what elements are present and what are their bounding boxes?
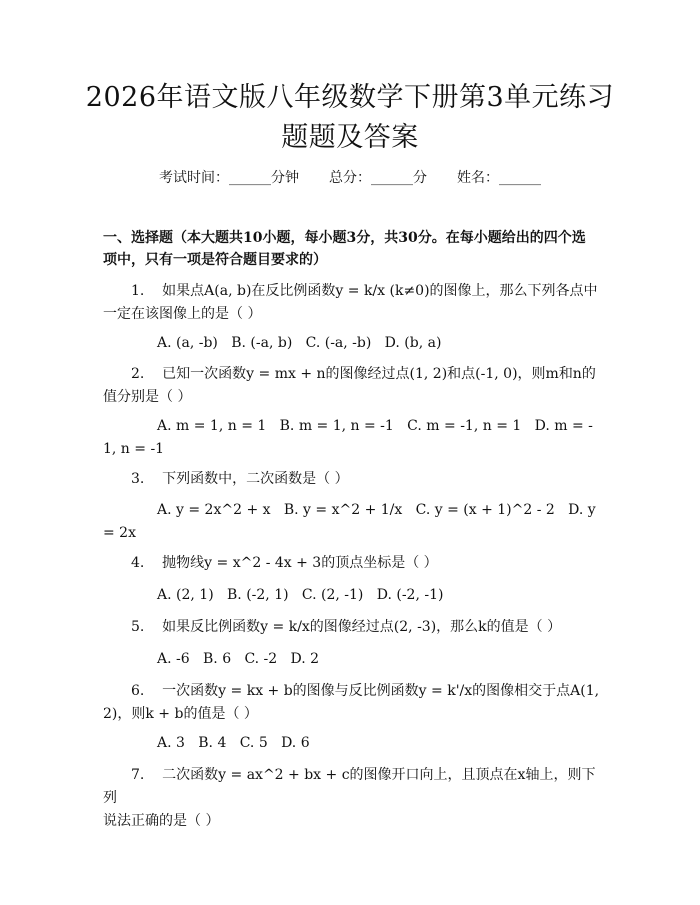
options-text: A. 3 B. 4 C. 5 D. 6 (157, 735, 310, 751)
options-text-cont: 1, n = -1 (103, 441, 165, 457)
question-text: 如果反比例函数y = k/x的图像经过点(2, -3)，那么k的值是（ ） (162, 619, 562, 635)
question-number: 6. (131, 683, 145, 699)
question-text: 一次函数y = kx + b的图像与反比例函数y = k'/x的图像相交于点A(1, (162, 683, 600, 699)
title-line-1: 2026年语文版八年级数学下册第3单元练习 (85, 82, 615, 113)
question-5 (103, 616, 603, 639)
question-number: 4. (131, 555, 145, 571)
question-7 (103, 764, 603, 833)
question-number: 2. (131, 366, 145, 382)
question-text-cont: 一定在该图像上的是（ ） (103, 306, 262, 322)
options-text: A. (2, 1) B. (-2, 1) C. (2, -1) D. (-2, -1) (157, 587, 444, 603)
question-1-options (103, 332, 603, 355)
question-2 (103, 363, 603, 409)
question-4-options (103, 584, 603, 607)
exam-meta (0, 168, 700, 188)
question-number: 7. (131, 767, 145, 783)
question-6 (103, 680, 603, 726)
section-heading-line-2: 项中，只有一项是符合题目要求的） (103, 252, 327, 268)
question-4 (103, 552, 603, 575)
question-text-cont: 值分别是（ ） (103, 389, 192, 405)
options-text: A. -6 B. 6 C. -2 D. 2 (157, 651, 320, 667)
name-field: 姓名：______ (457, 170, 541, 186)
question-3 (103, 468, 603, 491)
question-text-cont: 说法正确的是（ ） (103, 813, 220, 829)
question-number: 3. (131, 471, 145, 487)
question-text: 二次函数y = ax^2 + bx + c的图像开口向上，且顶点在x轴上，则下列 (103, 767, 596, 806)
question-2-options (103, 415, 603, 461)
time-field: 考试时间：______分钟 (159, 170, 299, 186)
section-heading-line-1: 一、选择题（本大题共10小题，每小题3分，共30分。在每小题给出的四个选 (103, 230, 586, 246)
question-text-cont: 2)，则k + b的值是（ ） (103, 706, 258, 722)
document-title (70, 78, 630, 158)
score-field: 总分：______分 (329, 170, 427, 186)
question-text: 如果点A(a, b)在反比例函数y = k/x (k≠0)的图像上，那么下列各点中 (162, 283, 598, 299)
question-1 (103, 280, 603, 326)
question-5-options (103, 648, 603, 671)
options-text: A. m = 1, n = 1 B. m = 1, n = -1 C. m = -1, n = 1 D. m = - (157, 418, 593, 434)
question-text: 抛物线y = x^2 - 4x + 3的顶点坐标是（ ） (162, 555, 438, 571)
question-text: 下列函数中，二次函数是（ ） (162, 471, 349, 487)
options-text-cont: = 2x (103, 525, 136, 541)
section-heading (103, 227, 603, 271)
question-number: 5. (131, 619, 145, 635)
question-text: 已知一次函数y = mx + n的图像经过点(1, 2)和点(-1, 0)，则m和n的 (162, 366, 596, 382)
title-line-2: 题题及答案 (281, 122, 419, 153)
options-text: A. y = 2x^2 + x B. y = x^2 + 1/x C. y = (x + 1)^2 - 2 D. y (157, 502, 596, 518)
question-3-options (103, 499, 603, 545)
options-text: A. (a, -b) B. (-a, b) C. (-a, -b) D. (b, a) (157, 335, 442, 351)
question-number: 1. (131, 283, 145, 299)
question-6-options (103, 732, 603, 755)
